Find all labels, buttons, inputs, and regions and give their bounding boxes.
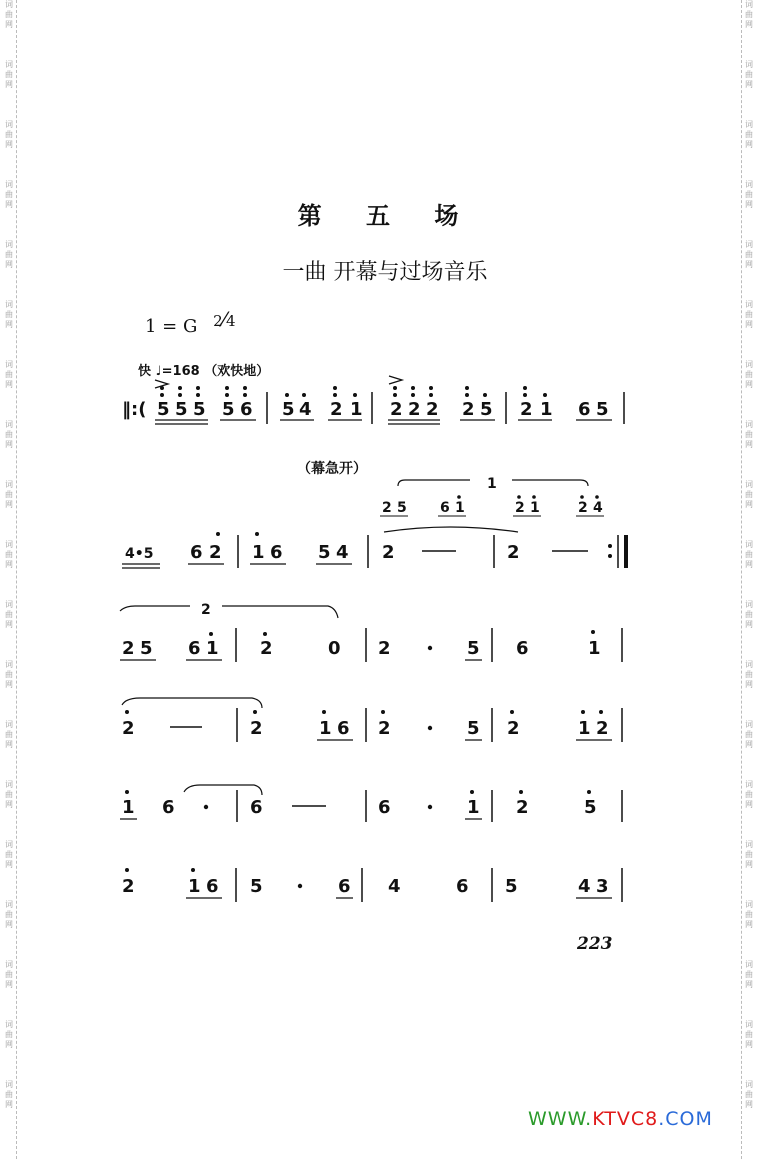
score-row-4	[122, 698, 622, 742]
repeat-start: ‖:(	[122, 399, 147, 420]
site-url[interactable]	[528, 1108, 713, 1130]
watermark-group	[2, 960, 16, 1020]
watermark-char: 网	[745, 380, 753, 389]
piece-title: 一曲 开幕与过场音乐	[282, 260, 488, 285]
score-row-2	[122, 527, 626, 568]
first-ending	[380, 476, 604, 516]
watermark-group	[2, 1020, 16, 1080]
watermark-char: 曲	[745, 250, 753, 259]
svg-text:2: 2	[382, 500, 392, 516]
svg-text:1: 1	[122, 797, 135, 818]
svg-text:6: 6	[240, 399, 253, 420]
watermark-group	[742, 900, 756, 960]
watermark-group	[2, 480, 16, 540]
watermark-char: 词	[5, 120, 13, 129]
time-signature: 2⁄4	[213, 307, 236, 331]
watermark-char: 词	[5, 900, 13, 909]
watermark-char: 曲	[5, 70, 13, 79]
watermark-char: 曲	[5, 970, 13, 979]
svg-text:2: 2	[390, 399, 403, 420]
watermark-char: 词	[5, 420, 13, 429]
watermark-group	[742, 360, 756, 420]
watermark-char: 曲	[745, 430, 753, 439]
watermark-group	[742, 780, 756, 840]
svg-text:1: 1	[530, 500, 540, 516]
watermark-char: 曲	[745, 310, 753, 319]
watermark-group	[742, 0, 756, 60]
watermark-group	[742, 480, 756, 540]
watermark-char: 曲	[745, 490, 753, 499]
svg-text:5: 5	[175, 399, 188, 420]
watermark-char: 网	[5, 140, 13, 149]
svg-text:4•5: 4•5	[125, 546, 154, 562]
watermark-char: 网	[5, 380, 13, 389]
watermark-char: 词	[745, 60, 753, 69]
watermark-char: 曲	[5, 430, 13, 439]
watermark-char: 网	[5, 920, 13, 929]
watermark-char: 网	[5, 860, 13, 869]
watermark-group	[2, 60, 16, 120]
svg-text:0: 0	[328, 638, 341, 659]
watermark-char: 曲	[745, 10, 753, 19]
svg-text:4: 4	[336, 542, 349, 563]
watermark-char: 词	[745, 780, 753, 789]
svg-text:6: 6	[250, 797, 263, 818]
watermark-char: 网	[5, 20, 13, 29]
svg-text:1: 1	[206, 638, 219, 659]
watermark-group	[2, 900, 16, 960]
svg-text:2: 2	[209, 542, 222, 563]
svg-text:1: 1	[252, 542, 265, 563]
watermark-char: 网	[745, 620, 753, 629]
svg-text:5: 5	[467, 638, 480, 659]
watermark-group	[2, 600, 16, 660]
watermark-char: 曲	[745, 610, 753, 619]
watermark-group	[742, 960, 756, 1020]
svg-text:2: 2	[122, 876, 135, 897]
watermark-char: 网	[5, 800, 13, 809]
svg-text:5: 5	[480, 399, 493, 420]
watermark-char: 词	[745, 480, 753, 489]
watermark-char: 词	[5, 780, 13, 789]
watermark-char: 词	[5, 360, 13, 369]
svg-text:5: 5	[467, 718, 480, 739]
svg-text:5: 5	[250, 876, 263, 897]
svg-text:5: 5	[193, 399, 206, 420]
watermark-char: 网	[745, 860, 753, 869]
svg-text:5: 5	[222, 399, 235, 420]
svg-text:1: 1	[188, 876, 201, 897]
watermark-char: 网	[745, 1100, 753, 1109]
watermark-char: 网	[5, 80, 13, 89]
watermark-char: 曲	[745, 730, 753, 739]
watermark-group	[742, 60, 756, 120]
svg-text:2: 2	[378, 638, 391, 659]
watermark-char: 词	[5, 600, 13, 609]
watermark-char: 曲	[5, 1090, 13, 1099]
svg-text:6: 6	[190, 542, 203, 563]
watermark-char: 曲	[745, 550, 753, 559]
watermark-group	[2, 780, 16, 840]
watermark-char: 词	[5, 540, 13, 549]
watermark-char: 网	[745, 320, 753, 329]
svg-text:2: 2	[462, 399, 475, 420]
svg-text:2: 2	[520, 399, 533, 420]
watermark-group	[742, 660, 756, 720]
svg-text:6: 6	[516, 638, 529, 659]
svg-text:5: 5	[584, 797, 597, 818]
watermark-char: 网	[5, 200, 13, 209]
watermark-group	[2, 660, 16, 720]
watermark-char: 词	[745, 360, 753, 369]
watermark-char: 曲	[745, 130, 753, 139]
watermark-char: 网	[5, 680, 13, 689]
watermark-char: 网	[745, 140, 753, 149]
watermark-char: 曲	[5, 130, 13, 139]
watermark-char: 词	[5, 720, 13, 729]
svg-text:2: 2	[578, 500, 588, 516]
svg-text:1: 1	[588, 638, 601, 659]
watermark-char: 网	[5, 740, 13, 749]
svg-text:5: 5	[318, 542, 331, 563]
watermark-char: 网	[745, 260, 753, 269]
watermark-char: 网	[745, 980, 753, 989]
svg-text:2: 2	[201, 602, 211, 618]
watermark-char: 网	[745, 20, 753, 29]
watermark-char: 词	[745, 300, 753, 309]
watermark-char: 曲	[5, 250, 13, 259]
svg-text:5: 5	[596, 399, 609, 420]
watermark-char: 网	[5, 1040, 13, 1049]
watermark-group	[742, 840, 756, 900]
watermark-char: 词	[745, 960, 753, 969]
watermark-group	[2, 0, 16, 60]
watermark-char: 曲	[5, 190, 13, 199]
svg-text:4: 4	[593, 500, 603, 516]
watermark-char: 词	[5, 240, 13, 249]
watermark-char: 词	[5, 0, 13, 9]
svg-text:1: 1	[455, 500, 465, 516]
watermark-group	[742, 300, 756, 360]
watermark-char: 网	[745, 740, 753, 749]
watermark-char: 词	[745, 540, 753, 549]
svg-text:2: 2	[408, 399, 421, 420]
watermark-char: 词	[5, 840, 13, 849]
watermark-group	[742, 540, 756, 600]
svg-text:4: 4	[299, 399, 312, 420]
svg-text:1: 1	[319, 718, 332, 739]
watermark-group	[2, 540, 16, 600]
watermark-group	[742, 1020, 756, 1080]
svg-text:6: 6	[578, 399, 591, 420]
watermark-char: 词	[745, 420, 753, 429]
watermark-char: 词	[745, 900, 753, 909]
watermark-group	[742, 420, 756, 480]
watermark-char: 词	[5, 1080, 13, 1089]
watermark-char: 网	[5, 1100, 13, 1109]
watermark-group	[2, 360, 16, 420]
watermark-char: 网	[745, 440, 753, 449]
watermark-group	[2, 300, 16, 360]
svg-text:6: 6	[162, 797, 175, 818]
score-row-3	[120, 602, 622, 662]
watermark-char: 网	[5, 500, 13, 509]
watermark-char: 词	[745, 1080, 753, 1089]
svg-text:6: 6	[206, 876, 219, 897]
watermark-char: 曲	[5, 610, 13, 619]
svg-text:2: 2	[122, 638, 135, 659]
svg-text:2: 2	[426, 399, 439, 420]
svg-text:6: 6	[337, 718, 350, 739]
site-url-suffix: .COM	[658, 1108, 713, 1130]
svg-text:2: 2	[330, 399, 343, 420]
svg-text:1: 1	[467, 797, 480, 818]
watermark-char: 词	[5, 60, 13, 69]
tempo-marking: 快 ♩=168 （欢快地）	[138, 364, 270, 379]
watermark-char: 词	[745, 600, 753, 609]
svg-text:2: 2	[382, 542, 395, 563]
svg-text:5: 5	[140, 638, 153, 659]
site-url-name: KTVC8	[592, 1108, 659, 1130]
watermark-char: 曲	[745, 70, 753, 79]
watermark-char: 曲	[745, 850, 753, 859]
watermark-char: 曲	[5, 910, 13, 919]
svg-text:2: 2	[507, 718, 520, 739]
svg-text:2: 2	[122, 718, 135, 739]
score-row-1	[122, 376, 624, 424]
svg-text:4: 4	[578, 876, 591, 897]
watermark-strip-left	[2, 0, 17, 1159]
watermark-group	[742, 720, 756, 780]
watermark-char: 曲	[745, 910, 753, 919]
watermark-char: 词	[745, 840, 753, 849]
svg-text:1: 1	[540, 399, 553, 420]
svg-text:5: 5	[157, 399, 170, 420]
watermark-char: 网	[745, 920, 753, 929]
watermark-char: 曲	[745, 1030, 753, 1039]
watermark-group	[2, 120, 16, 180]
watermark-char: 曲	[745, 670, 753, 679]
svg-text:1: 1	[578, 718, 591, 739]
watermark-char: 网	[5, 320, 13, 329]
watermark-group	[2, 840, 16, 900]
svg-text:2: 2	[250, 718, 263, 739]
svg-text:2: 2	[515, 500, 525, 516]
watermark-char: 曲	[5, 370, 13, 379]
watermark-char: 词	[5, 480, 13, 489]
watermark-char: 网	[5, 440, 13, 449]
svg-text:6: 6	[378, 797, 391, 818]
watermark-char: 曲	[745, 190, 753, 199]
watermark-char: 曲	[5, 850, 13, 859]
watermark-char: 词	[5, 300, 13, 309]
watermark-char: 曲	[5, 790, 13, 799]
watermark-char: 曲	[5, 670, 13, 679]
svg-text:5: 5	[282, 399, 295, 420]
watermark-group	[742, 120, 756, 180]
watermark-char: 网	[745, 200, 753, 209]
svg-text:6: 6	[456, 876, 469, 897]
watermark-char: 网	[745, 800, 753, 809]
watermark-char: 网	[745, 1040, 753, 1049]
svg-text:6: 6	[338, 876, 351, 897]
svg-text:2: 2	[596, 718, 609, 739]
watermark-char: 曲	[745, 790, 753, 799]
watermark-group	[742, 600, 756, 660]
watermark-group	[2, 720, 16, 780]
watermark-char: 曲	[5, 10, 13, 19]
scene-title: 第 五 场	[297, 201, 477, 230]
watermark-char: 网	[745, 680, 753, 689]
watermark-char: 网	[5, 260, 13, 269]
watermark-char: 网	[5, 620, 13, 629]
watermark-char: 曲	[745, 370, 753, 379]
watermark-char: 网	[745, 80, 753, 89]
watermark-char: 词	[5, 1020, 13, 1029]
watermark-char: 曲	[5, 490, 13, 499]
watermark-group	[742, 1080, 756, 1140]
watermark-char: 词	[745, 180, 753, 189]
svg-text:1: 1	[487, 476, 497, 492]
watermark-char: 词	[745, 0, 753, 9]
svg-text:6: 6	[188, 638, 201, 659]
watermark-char: 词	[745, 720, 753, 729]
watermark-char: 网	[5, 980, 13, 989]
watermark-char: 词	[5, 180, 13, 189]
watermark-char: 曲	[5, 310, 13, 319]
svg-text:5: 5	[397, 500, 407, 516]
svg-text:1: 1	[350, 399, 363, 420]
watermark-group	[2, 420, 16, 480]
watermark-char: 词	[745, 660, 753, 669]
watermark-char: 词	[5, 660, 13, 669]
svg-text:6: 6	[270, 542, 283, 563]
score-row-6	[122, 868, 622, 902]
svg-text:2: 2	[516, 797, 529, 818]
watermark-char: 曲	[5, 550, 13, 559]
watermark-char: 词	[745, 120, 753, 129]
watermark-char: 词	[5, 960, 13, 969]
watermark-group	[2, 1080, 16, 1140]
svg-text:3: 3	[596, 876, 609, 897]
key-text: 1 = G	[145, 316, 198, 337]
watermark-char: 网	[5, 560, 13, 569]
svg-text:2: 2	[260, 638, 273, 659]
watermark-char: 曲	[5, 1030, 13, 1039]
watermark-char: 词	[745, 240, 753, 249]
watermark-char: 词	[745, 1020, 753, 1029]
svg-text:2: 2	[378, 718, 391, 739]
svg-text:5: 5	[505, 876, 518, 897]
watermark-char: 曲	[745, 1090, 753, 1099]
curtain-cue: （幕急开）	[297, 461, 367, 477]
watermark-char: 曲	[745, 970, 753, 979]
svg-text:6: 6	[440, 500, 450, 516]
watermark-char: 网	[745, 560, 753, 569]
svg-text:2: 2	[507, 542, 520, 563]
site-url-prefix: WWW.	[528, 1108, 593, 1130]
svg-text:4: 4	[388, 876, 401, 897]
key-signature	[145, 307, 236, 337]
page-number: 223	[577, 934, 613, 954]
watermark-char: 曲	[5, 730, 13, 739]
score-row-5	[120, 785, 622, 822]
watermark-char: 网	[745, 500, 753, 509]
watermark-strip-right	[741, 0, 756, 1159]
